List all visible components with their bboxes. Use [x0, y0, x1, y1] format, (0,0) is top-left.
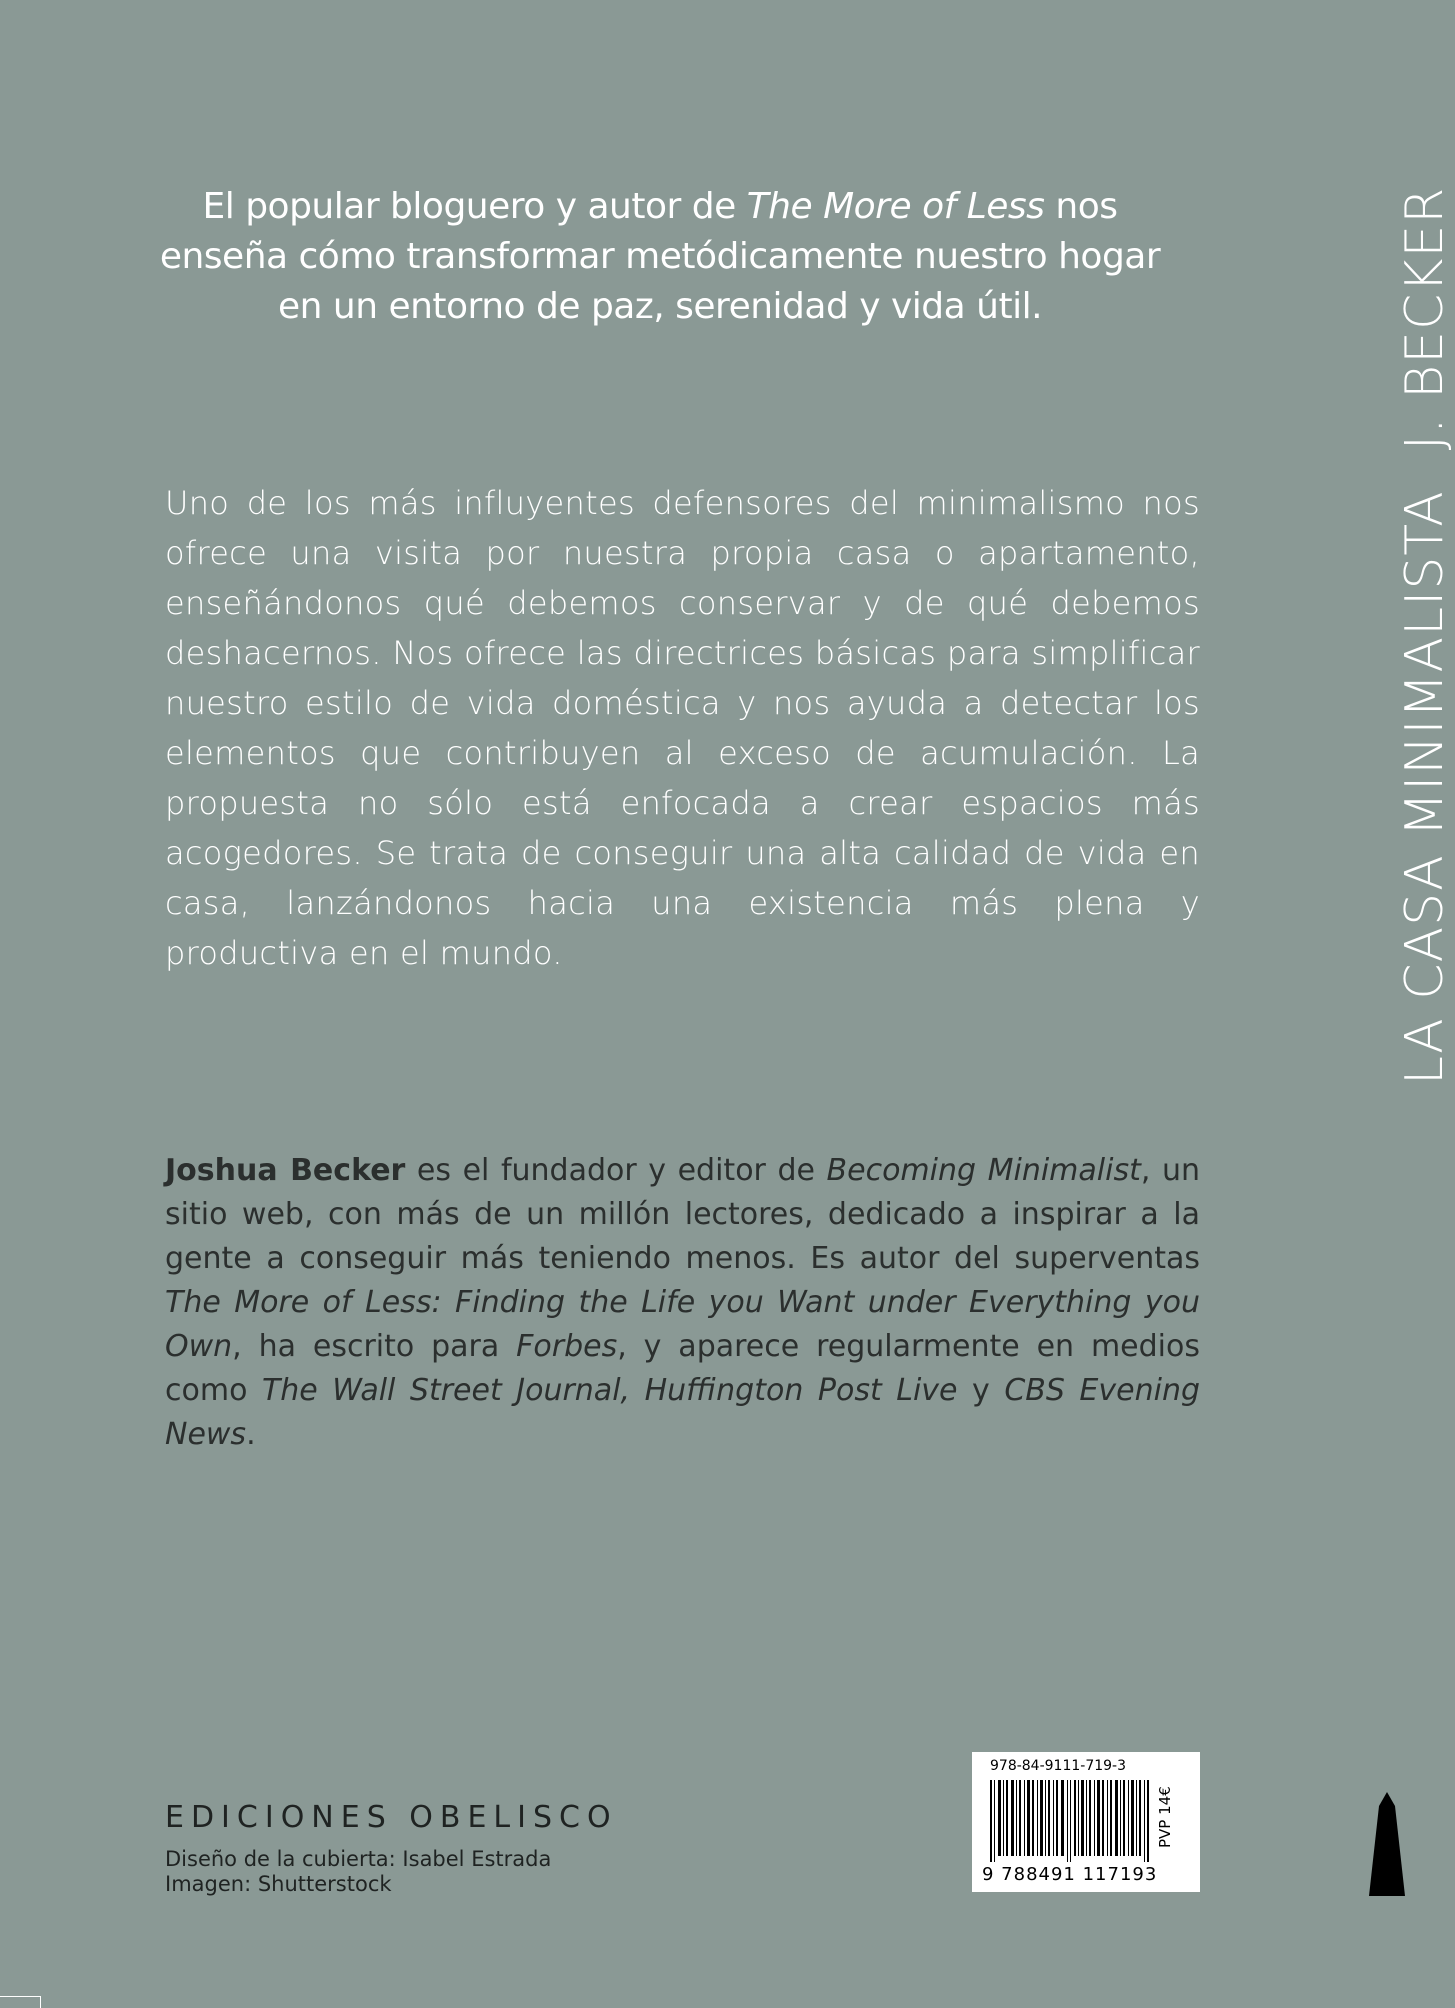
credit-design: Diseño de la cubierta: Isabel Estrada [165, 1847, 552, 1871]
bio-italic-4: The Wall Street Journal, Huffington Post Live [261, 1373, 958, 1408]
bio-italic-2: The More of Less: Finding the Life you Want under Everything you Own [165, 1285, 1200, 1364]
spine-text [1395, 187, 1455, 1085]
crop-mark [40, 1996, 41, 2008]
synopsis-paragraph: Uno de los más influyentes defensores del minimalismo nos ofrece una visita por nuestra propia casa o apartamento, enseñándonos qué debemos conservar y de qué debemos deshacernos. Nos ofrece las directrices básicas para simplificar nuestro estilo de vida doméstica y nos ayuda a detectar los elementos que contribuyen al exceso de acumulación. La propuesta no sólo está enfocada a crear espacios más acogedores. Se trata de conseguir una alta calidad de vida en casa, lanzándonos hacia una existencia más plena y productiva en el mundo. [165, 484, 1200, 972]
bio-italic-5: CBS Evening News [165, 1373, 1201, 1452]
tagline-text-2: nos enseña cómo transformar metódicamente nuestro hogar en un entorno de paz, serenidad y vida útil. [159, 186, 1161, 327]
publisher-name: EDICIONES OBELISCO [165, 1800, 618, 1835]
obelisk-logo-icon [1365, 1792, 1409, 1896]
bio-text-3: , ha escrito para [232, 1329, 517, 1364]
author-bio [165, 1149, 1200, 1457]
tagline [150, 182, 1170, 332]
barcode-label [972, 1752, 1200, 1892]
bio-text-4: , y aparece regularmente en medios como [165, 1329, 1201, 1408]
bio-text-6: . [246, 1417, 256, 1452]
tagline-text-1: El popular bloguero y autor de [202, 186, 747, 227]
spine-author: J. BECKER [1395, 186, 1455, 451]
spine-title: LA CASA MINIMALISTA [1395, 490, 1455, 1085]
tagline-book-title: The More of Less [746, 186, 1045, 227]
price-label: PVP 14€ [1156, 1786, 1174, 1848]
credits [165, 1847, 551, 1897]
bio-italic-3: Forbes [516, 1329, 618, 1364]
bio-italic-1: Becoming Minimalist [826, 1153, 1141, 1188]
crop-mark [0, 1996, 40, 1997]
bio-text-5: y [957, 1373, 1005, 1408]
credit-image: Imagen: Shutterstock [165, 1872, 392, 1896]
barcode-digits: 9 788491 117193 [982, 1864, 1158, 1885]
barcode-icon [990, 1780, 1150, 1862]
bio-text-1: es el fundador y editor de [405, 1153, 827, 1188]
author-name: Joshua Becker [165, 1153, 406, 1188]
isbn-number: 978-84-9111-719-3 [990, 1758, 1127, 1774]
bio-text-2: , un sitio web, con más de un millón lectores, dedicado a inspirar a la gente a conseguir más teniendo menos. Es autor del superventas [165, 1153, 1200, 1276]
